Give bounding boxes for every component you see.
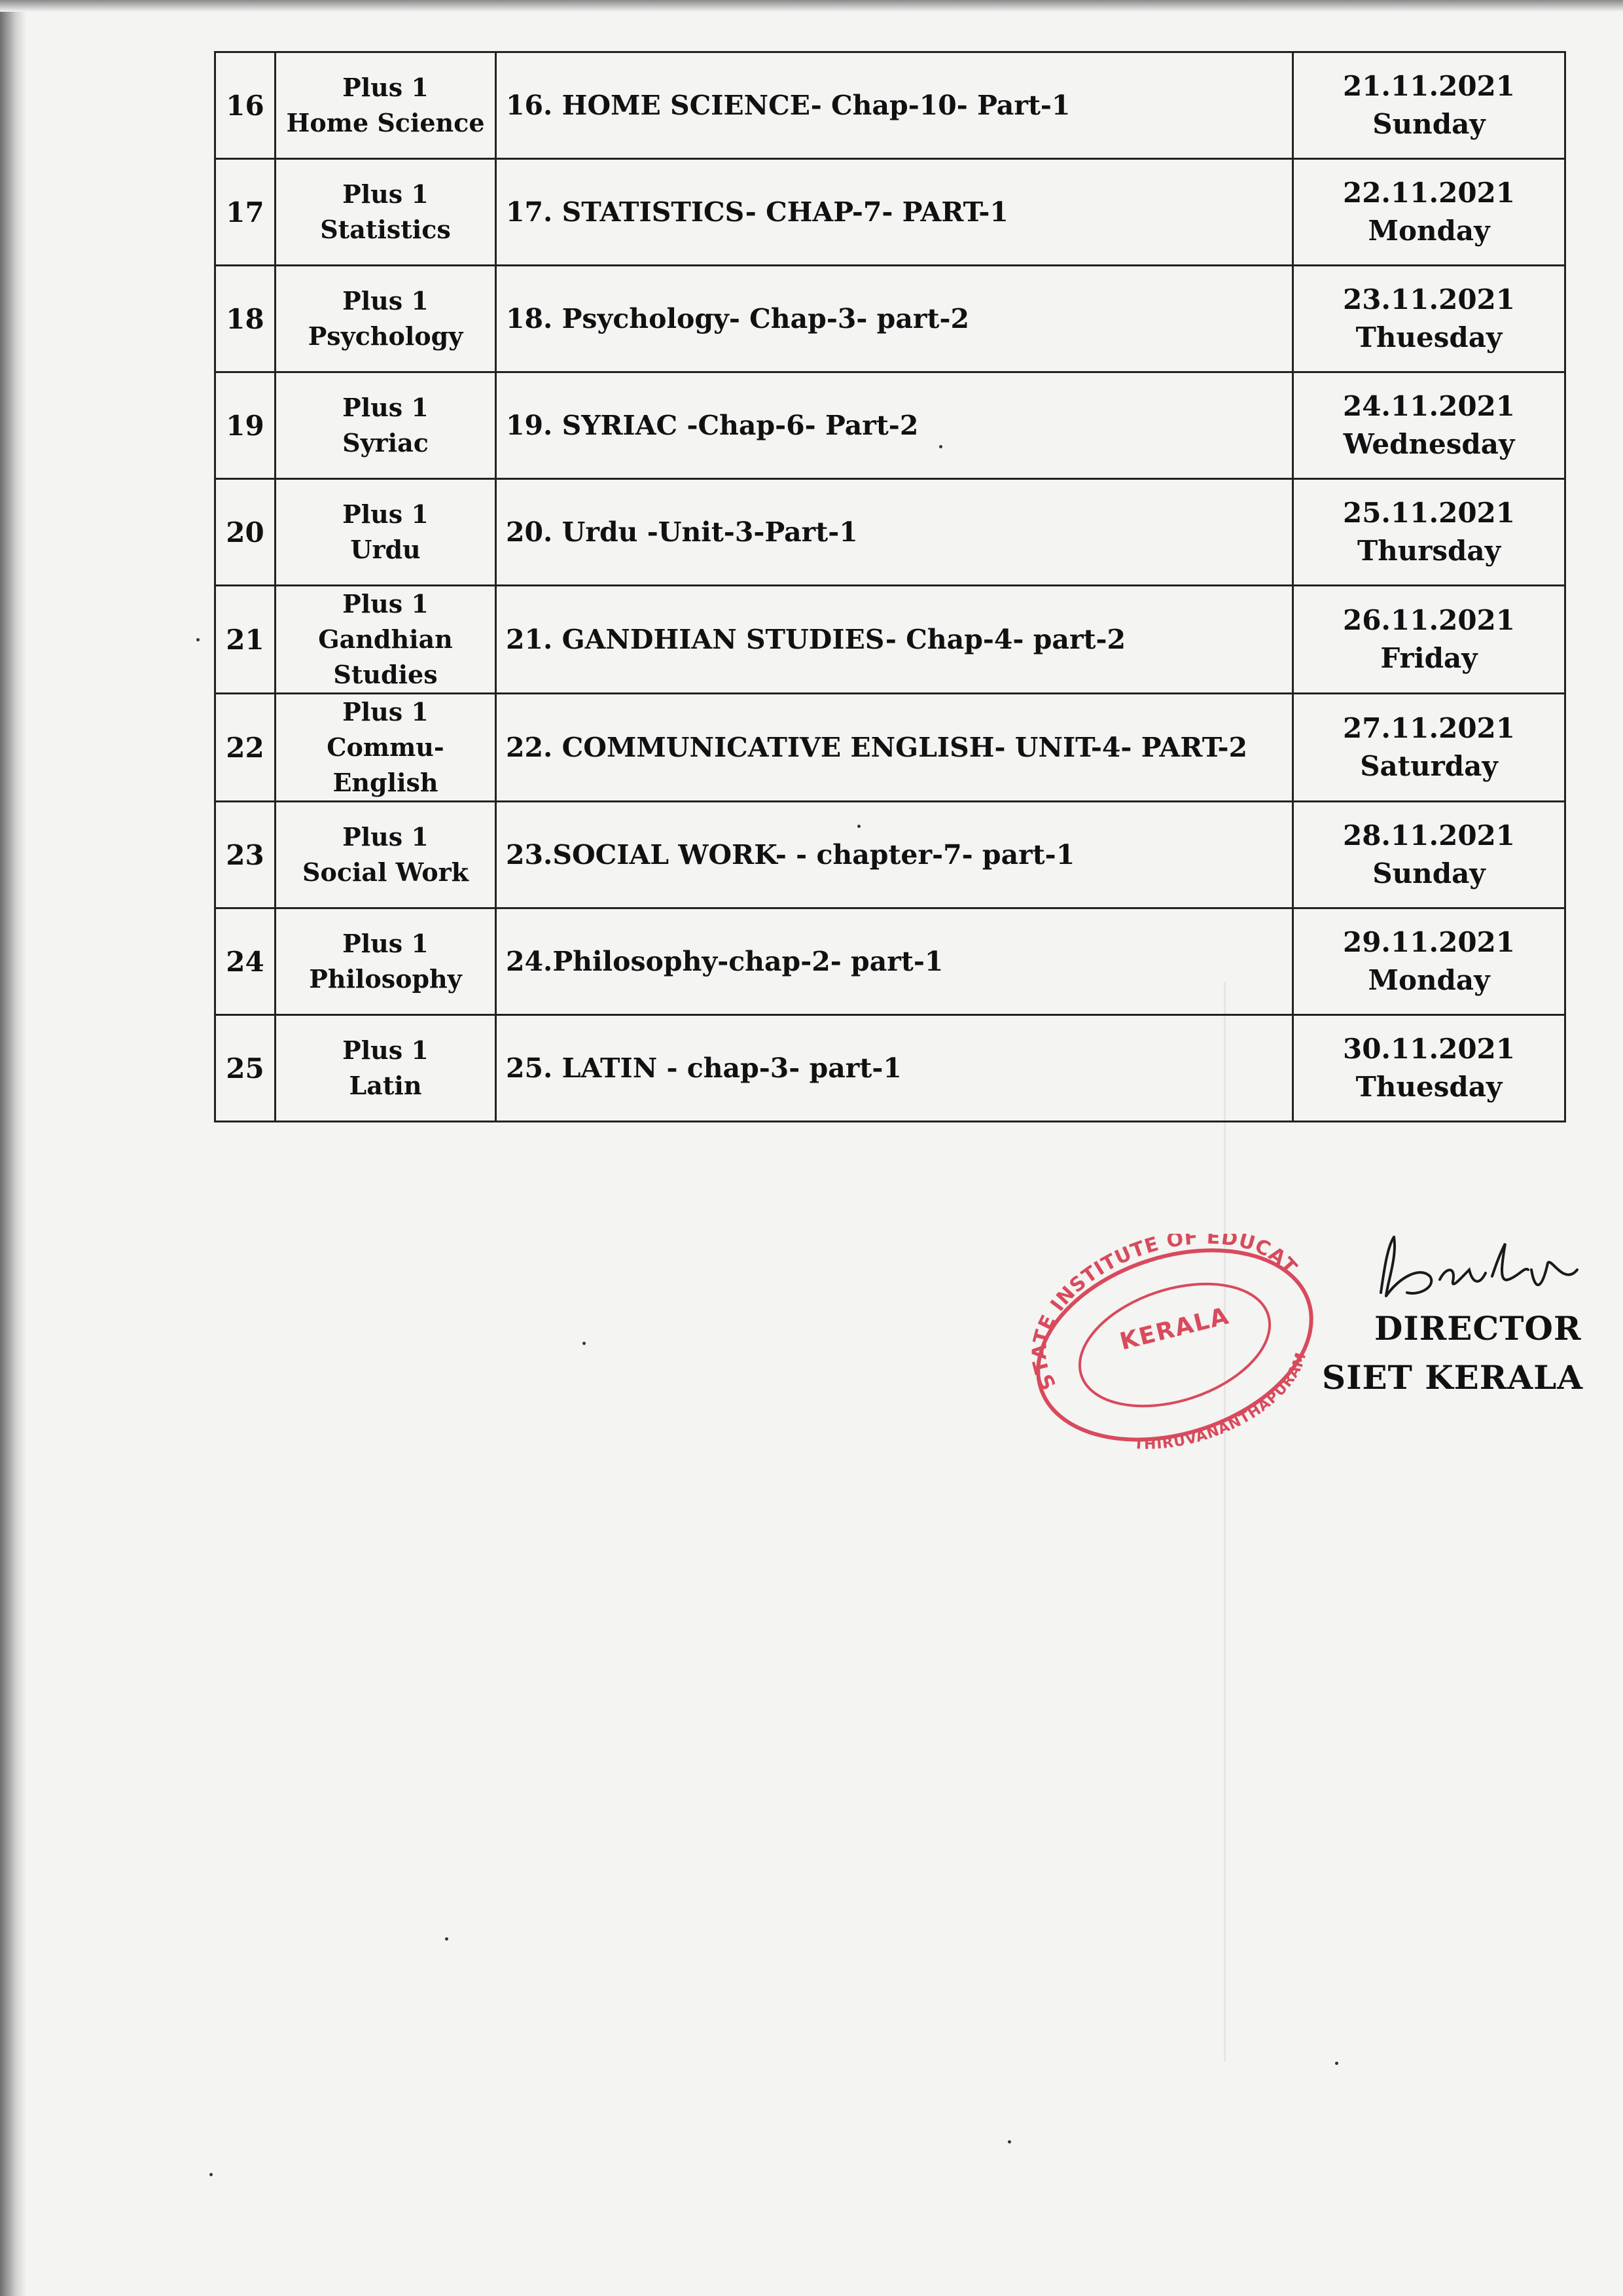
row-number: 24 xyxy=(215,908,276,1015)
date-value: 27.11.2021 xyxy=(1342,712,1516,744)
row-number: 23 xyxy=(215,802,276,908)
topic-cell: 20. Urdu -Unit-3-Part-1 xyxy=(496,479,1293,586)
table-row xyxy=(215,479,1565,586)
topic-cell: 23.SOCIAL WORK- - chapter-7- part-1 xyxy=(496,802,1293,908)
table-row xyxy=(215,266,1565,372)
class-subject-cell xyxy=(276,372,496,479)
signature-block xyxy=(1309,1230,1584,1427)
subject-name: Statistics xyxy=(320,215,451,244)
day-value: Sunday xyxy=(1372,108,1486,140)
date-cell xyxy=(1293,52,1565,159)
date-value: 26.11.2021 xyxy=(1342,604,1516,636)
class-level: Plus 1 xyxy=(342,499,429,529)
table-row xyxy=(215,372,1565,479)
seal-center-text: KERALA xyxy=(1117,1302,1232,1356)
date-cell xyxy=(1293,1015,1565,1122)
class-subject-cell xyxy=(276,908,496,1015)
table-row xyxy=(215,1015,1565,1122)
date-cell xyxy=(1293,159,1565,266)
date-value: 24.11.2021 xyxy=(1342,390,1516,422)
day-value: Monday xyxy=(1368,964,1490,996)
row-number: 25 xyxy=(215,1015,276,1122)
table-row xyxy=(215,586,1565,694)
class-subject-cell xyxy=(276,479,496,586)
class-level: Plus 1 xyxy=(342,73,429,102)
date-value: 22.11.2021 xyxy=(1342,177,1516,209)
class-subject-cell xyxy=(276,586,496,694)
date-cell xyxy=(1293,266,1565,372)
day-value: Saturday xyxy=(1360,750,1498,782)
subject-name: Latin xyxy=(349,1071,422,1100)
class-subject-cell xyxy=(276,1015,496,1122)
day-value: Friday xyxy=(1380,642,1478,674)
table-row xyxy=(215,694,1565,802)
table-row xyxy=(215,159,1565,266)
date-value: 28.11.2021 xyxy=(1342,819,1516,852)
class-level: Plus 1 xyxy=(342,1035,429,1065)
class-level: Plus 1 xyxy=(342,697,429,726)
signatory-organization: SIET KERALA xyxy=(1322,1358,1584,1397)
class-subject-cell xyxy=(276,52,496,159)
table-row xyxy=(215,802,1565,908)
date-cell xyxy=(1293,372,1565,479)
day-value: Wednesday xyxy=(1343,428,1515,460)
signatory-title: DIRECTOR xyxy=(1374,1309,1582,1348)
day-value: Thuesday xyxy=(1355,1071,1503,1103)
date-value: 21.11.2021 xyxy=(1342,70,1516,102)
class-level: Plus 1 xyxy=(342,822,429,852)
page-top-shadow xyxy=(0,0,1623,12)
date-value: 23.11.2021 xyxy=(1342,283,1516,315)
date-value: 25.11.2021 xyxy=(1342,497,1516,529)
show-through-bleed xyxy=(1224,982,1533,2062)
svg-text:THIRUVANANTHAPURAM xyxy=(1133,1350,1310,1453)
table-row xyxy=(215,52,1565,159)
class-level: Plus 1 xyxy=(342,393,429,422)
seal-ring-text: STATE INSTITUTE OF EDUCAT xyxy=(1028,1234,1302,1394)
scan-speck xyxy=(939,445,942,448)
scan-speck xyxy=(582,1342,586,1345)
date-value: 29.11.2021 xyxy=(1342,926,1516,958)
seal-bottom-text: THIRUVANANTHAPURAM xyxy=(1133,1350,1310,1453)
class-level: Plus 1 xyxy=(342,286,429,315)
class-subject-cell xyxy=(276,802,496,908)
class-subject-cell xyxy=(276,159,496,266)
scan-speck xyxy=(445,1937,448,1941)
subject-name: Psychology xyxy=(308,321,463,351)
date-cell xyxy=(1293,802,1565,908)
date-cell xyxy=(1293,586,1565,694)
official-seal xyxy=(1011,1234,1338,1456)
class-subject-cell xyxy=(276,266,496,372)
topic-cell: 25. LATIN - chap-3- part-1 xyxy=(496,1015,1293,1122)
topic-cell: 24.Philosophy-chap-2- part-1 xyxy=(496,908,1293,1015)
subject-name: Commu- English xyxy=(327,732,444,797)
class-level: Plus 1 xyxy=(342,179,429,209)
subject-name: Social Work xyxy=(302,857,469,887)
subject-name: Gandhian Studies xyxy=(318,624,453,689)
row-number: 18 xyxy=(215,266,276,372)
day-value: Thuesday xyxy=(1355,321,1503,353)
class-schedule-table xyxy=(214,51,1566,1122)
seal-graphic xyxy=(1011,1234,1338,1456)
day-value: Thursday xyxy=(1357,535,1501,567)
topic-cell: 18. Psychology- Chap-3- part-2 xyxy=(496,266,1293,372)
row-number: 19 xyxy=(215,372,276,479)
row-number: 20 xyxy=(215,479,276,586)
date-cell xyxy=(1293,694,1565,802)
row-number: 17 xyxy=(215,159,276,266)
date-value: 30.11.2021 xyxy=(1342,1033,1516,1065)
scan-speck xyxy=(857,825,861,828)
class-level: Plus 1 xyxy=(342,589,429,619)
day-value: Sunday xyxy=(1372,857,1486,889)
topic-cell: 19. SYRIAC -Chap-6- Part-2 xyxy=(496,372,1293,479)
topic-cell: 22. COMMUNICATIVE ENGLISH- UNIT-4- PART-2 xyxy=(496,694,1293,802)
topic-cell: 21. GANDHIAN STUDIES- Chap-4- part-2 xyxy=(496,586,1293,694)
class-level: Plus 1 xyxy=(342,929,429,958)
scan-speck xyxy=(1335,2062,1338,2065)
scan-speck xyxy=(209,2173,213,2176)
subject-name: Urdu xyxy=(350,535,421,564)
subject-name: Home Science xyxy=(286,108,485,137)
day-value: Monday xyxy=(1368,215,1490,247)
topic-cell: 17. STATISTICS- CHAP-7- PART-1 xyxy=(496,159,1293,266)
table-row xyxy=(215,908,1565,1015)
subject-name: Syriac xyxy=(342,428,429,457)
subject-name: Philosophy xyxy=(309,964,462,994)
row-number: 22 xyxy=(215,694,276,802)
handwritten-signature xyxy=(1368,1230,1584,1309)
date-cell xyxy=(1293,908,1565,1015)
class-subject-cell xyxy=(276,694,496,802)
row-number: 21 xyxy=(215,586,276,694)
scan-speck xyxy=(1008,2140,1011,2144)
date-cell xyxy=(1293,479,1565,586)
page-edge-shadow xyxy=(0,0,26,2296)
scan-speck xyxy=(196,638,200,641)
topic-cell: 16. HOME SCIENCE- Chap-10- Part-1 xyxy=(496,52,1293,159)
row-number: 16 xyxy=(215,52,276,159)
schedule-body xyxy=(215,52,1565,1122)
